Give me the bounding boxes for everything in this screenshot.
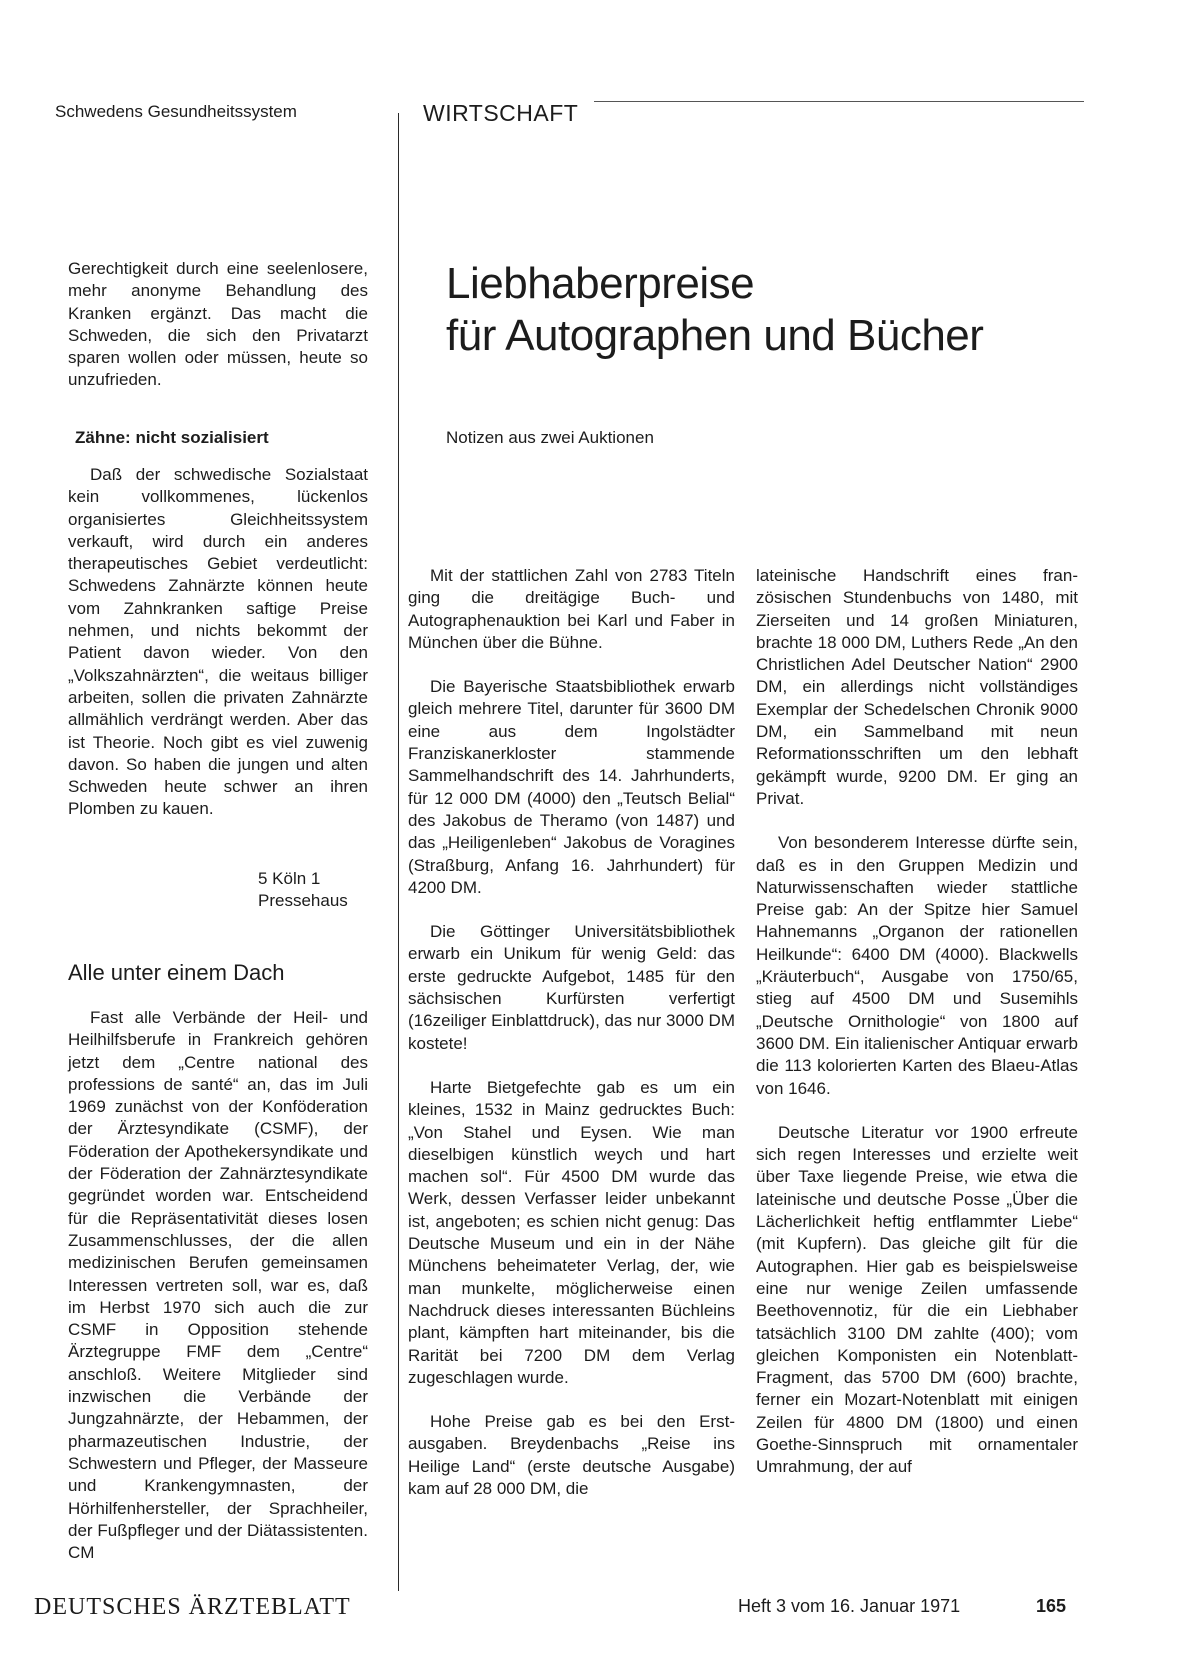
middle-column [408, 565, 735, 1500]
body-paragraph: Fast alle Verbände der Heil- und Heilhilfsberufe in Frankreich gehören jetzt dem „Centre national des professions de santé“ an, das im Juli 1969 zunächst von der Konföderation der Ärztesyndikate (CSMF), der Föderation der Apothekersyndikate und der Föderation der Zahnärztesyndikate gegründet worden war. Entscheidend für die Repräsentativität dieses losen Zusammenschlusses, der die allen medizinischen Berufen gemeinsamen Interessen vertreten soll, war es, daß im Herbst 1970 sich auch die zur CSMF in Opposition stehende Ärztegruppe FMF dem „Centre“ anschloß. Weitere Mitglieder sind inzwischen die Verbände der Jungzahnärzte, der Hebammen, der pharmazeutischen Industrie, der Schwestern und Pfleger, der Masseure und Krankengymnasten, der Hörhilfenhersteller, der Sprachheiler, der Fußpfleger und der Diätassistenten. CM [68, 1008, 368, 1563]
body-paragraph: Daß der schwedische Sozialstaat kein vollkommenes, lückenlos organisiertes Gleichheitssystem verkauft, wird durch ein anderes therapeutisches Gebiet verdeutlicht: Schwedens Zahnärzte können heute vom Zahnkranken saftige Preise nehmen, und nichts bekommt der Patient davon wieder. Von den „Volkszahnärzten“, die weitaus billiger arbeiten, sollen die privaten Zahnärzte allmählich verdrängt werden. Aber das ist Theorie. Noch gibt es viel zuwenig davon. So haben die jungen und alten Schweden heute schwer an ihren Plomben zu kauen. [68, 465, 368, 819]
intro-paragraph: Gerechtigkeit durch eine seelenlosere, mehr anonyme Behandlung des Kranken ergänzt. Das macht die Schweden, die sich den Privatarzt sparen wollen oder müssen, heute so unzufrieden. [68, 259, 368, 390]
left-body-1 [68, 464, 368, 821]
running-header: Schwedens Gesundheitssystem [55, 102, 297, 121]
column-divider [398, 113, 399, 1591]
title-line-1: Liebhaberpreise [446, 259, 755, 308]
title-line-2: für Autographen und Bücher [446, 311, 984, 360]
signoff-place: Pressehaus [258, 891, 348, 911]
issue-info: Heft 3 vom 16. Januar 1971 [738, 1596, 961, 1616]
paragraph: Mit der stattlichen Zahl von 2783 Titeln ging die dreitägige Buch- und Autographenauktion bei Karl und Faber in München über die Bühne. [408, 566, 735, 652]
left-intro [68, 258, 368, 392]
page-number: 165 [1036, 1596, 1067, 1616]
signoff-city: 5 Köln 1 [258, 869, 321, 888]
article-kicker: Notizen aus zwei Auktionen [446, 428, 654, 447]
left-body-2 [68, 1007, 368, 1564]
paragraph: Deutsche Literatur vor 1900 erfreute sich regen Interesses und erzielte weit über Taxe liegende Preise, wie etwa die lateinische und deutsche Posse „Über die Lächerlichkeit heftig entflammter Liebe“ (mit Kupfern). Das gleiche gilt für die Autographen. Hier gab es beispielsweise eine nur wenige Zeilen umfassende Beethovennotiz, für die ein Liebhaber tatsächlich 3100 DM zahlte (400); vom gleichen Komponisten ein Notenblatt-Fragment, das 5700 DM (600) brachte, ferner ein Mozart-Notenblatt mit einigen Zeilen für 4800 DM (1800) und einen Goethe-Sinnspruch mit ornamentaler Umrahmung, der auf [756, 1122, 1078, 1477]
paragraph: Die Bayerische Staatsbibliothek erwarb gleich mehrere Titel, darunter für 3600 DM eine aus dem Ingolstädter Franziskanerkloster stammende Sammelhandschrift des 14. Jahrhunderts, für 12 000 DM (4000) den „Teutsch Belial“ des Jakobus de Theramo (von 1487) und das „Heiligenleben“ Jakobus de Voragines (Straßburg, Anfang 16. Jahrhundert) für 4200 DM. [408, 677, 735, 897]
signoff [258, 868, 348, 913]
paragraph: Harte Bietgefechte gab es um ein kleines, 1532 in Mainz gedrucktes Buch: „Von Stahel und Eysen. Wie man dieselbigen künstlich weych und hart machen sol“. Für 4500 DM wurde das Werk, dessen Verfasser leider unbekannt ist, angeboten; es schien nicht genug: Das Deutsche Museum und ein in der Nähe Münchens beheimateter Verlag, der, wie man munkelte, möglicherweise einen Nachdruck dieses interessanten Büchleins plant, kämpften hart miteinander, bis die Rarität bei 7200 DM dem Verlag zugeschlagen wurde. [408, 1077, 735, 1387]
subheading: Zähne: nicht sozialisiert [75, 428, 269, 447]
paragraph: lateinische Handschrift eines französischen Stundenbuchs von 1480, mit Zierseiten und 14 großen Miniaturen, brachte 18 000 DM, Luthers Rede „An den Christlichen Adel Deutscher Nation“ 2900 DM, ein allerdings nicht vollständiges Exemplar der Schedelschen Chronik 9000 DM, ein Sammelband mit neun Reformationsschriften um den lebhaft gekämpft wurde, 9200 DM. Er ging an Privat. [756, 566, 1078, 808]
section-label: WIRTSCHAFT [423, 100, 579, 126]
paragraph: Von besonderem Interesse dürfte sein, daß es in den Gruppen Medizin und Naturwissenschaften wieder stattliche Preise gab: An der Spitze hier Samuel Hahnemanns „Organon der rationellen Heilkunde“: 6400 DM (4000). Blackwells „Kräuterbuch“, Ausgabe von 1750/65, stieg auf 4500 DM und Susemihls „Deutsche Ornithologie“ von 1800 auf 3600 DM. Ein italienischer Antiquar erwarb die 113 kolorierten Karten des Blaeu-Atlas von 1646. [756, 833, 1078, 1098]
masthead: DEUTSCHES ÄRZTEBLATT [34, 1594, 351, 1620]
header-rule [594, 101, 1084, 102]
article-title [446, 258, 983, 362]
paragraph: Die Göttinger Universitätsbibliothek erwarb ein Unikum für wenig Geld: das erste gedruckte Aufgebot, 1485 für den sächsischen Kurfürsten verfertigt (16zeiliger Einblattdruck), das nur 3000 DM kostete! [408, 922, 735, 1053]
paragraph: Hohe Preise gab es bei den Erstausgaben. Breydenbachs „Reise ins Heilige Land“ (erste deutsche Ausgabe) kam auf 28 000 DM, die [408, 1412, 735, 1498]
article-heading-left: Alle unter einem Dach [68, 960, 285, 985]
right-column [756, 565, 1078, 1479]
